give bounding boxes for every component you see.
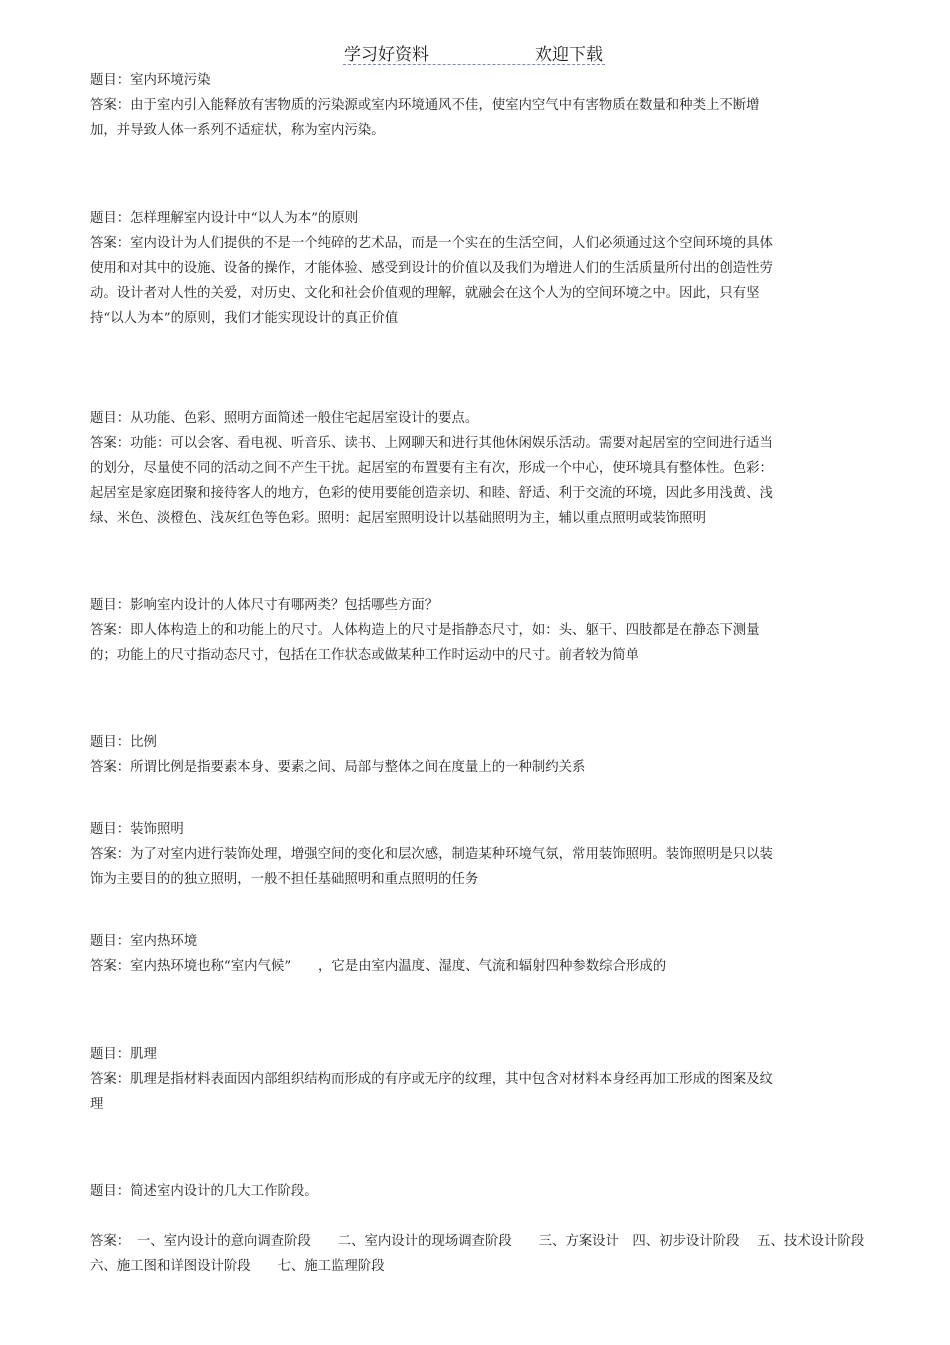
qa-item	[90, 1042, 780, 1117]
qa-item	[90, 68, 780, 143]
answer-text: 答案：所谓比例是指要素本身、要素之间、局部与整体之间在度量上的一种制约关系	[90, 760, 586, 775]
header-right-text: 欢迎下载	[535, 45, 603, 65]
question-text: 题目：影响室内设计的人体尺寸有哪两类？包括哪些方面？	[90, 598, 439, 613]
page-header	[343, 40, 605, 65]
answer-text: 答案： 一、室内设计的意向调查阶段 二、室内设计的现场调查阶段 三、方案设计 四、初步设计阶段 五、技术设计阶段 六、施工图和详图设计阶段 七、施工监理阶段	[90, 1234, 882, 1274]
answer-text: 答案：肌理是指材料表面因内部组织结构而形成的有序或无序的纹理，其中包含对材料本身经再加工形成的图案及纹理	[90, 1072, 773, 1112]
question-text: 题目：怎样理解室内设计中“以人为本”的原则	[90, 211, 359, 226]
answer-text: 答案：功能：可以会客、看电视、听音乐、读书、上网聊天和进行其他休闲娱乐活动。需要对起居室的空间进行适当的划分，尽量使不同的活动之间不产生干扰。起居室的布置要有主有次，形成一个中心，使环境具有整体性。色彩：起居室是家庭团聚和接待客人的地方，色彩的使用要能创造亲切、和睦、舒适、利于交流的环境，因此多用浅黄、浅绿、米色、淡橙色、浅灰红色等色彩。照明：起居室照明设计以基础照明为主，辅以重点照明或装饰照明	[90, 436, 773, 526]
question-text: 题目：简述室内设计的几大工作阶段。	[90, 1184, 318, 1199]
qa-item	[90, 817, 780, 892]
answer-text: 答案：由于室内引入能释放有害物质的污染源或室内环境通风不佳，使室内空气中有害物质在数量和种类上不断增加，并导致人体一系列不适症状，称为室内污染。	[90, 98, 760, 138]
qa-item	[90, 929, 780, 979]
qa-item	[90, 1179, 882, 1279]
answer-text: 答案：为了对室内进行装饰处理，增强空间的变化和层次感，制造某种环境气氛，常用装饰照明。装饰照明是只以装饰为主要目的的独立照明，一般不担任基础照明和重点照明的任务	[90, 847, 773, 887]
question-text: 题目：肌理	[90, 1047, 157, 1062]
answer-text: 答案：即人体构造上的和功能上的尺寸。人体构造上的尺寸是指静态尺寸，如：头、躯干、四肢都是在静态下测量的；功能上的尺寸指动态尺寸，包括在工作状态或做某种工作时运动中的尺寸。前者较为简单	[90, 623, 760, 663]
question-text: 题目：室内热环境	[90, 934, 198, 949]
answer-text: 答案：室内热环境也称“室内气候” ，它是由室内温度、湿度、气流和辐射四种参数综合形成的	[90, 959, 667, 974]
qa-item	[90, 593, 780, 668]
header-left-text: 学习好资料	[344, 45, 429, 65]
qa-item	[90, 206, 780, 331]
question-text: 题目：比例	[90, 735, 157, 750]
qa-item	[90, 406, 780, 531]
answer-text: 答案：室内设计为人们提供的不是一个纯碎的艺术品，而是一个实在的生活空间，人们必须通过这个空间环境的具体使用和对其中的设施、设备的操作，才能体验、感受到设计的价值以及我们为增进人们的生活质量所付出的创造性劳动。设计者对人性的关爱，对历史、文化和社会价值观的理解，就融会在这个人为的空间环境之中。因此，只有坚持“以人为本”的原则，我们才能实现设计的真正价值	[90, 236, 773, 326]
qa-item	[90, 730, 780, 780]
question-text: 题目：从功能、色彩、照明方面简述一般住宅起居室设计的要点。	[90, 411, 479, 426]
question-text: 题目：室内环境污染	[90, 73, 211, 88]
question-text: 题目：装饰照明	[90, 822, 184, 837]
